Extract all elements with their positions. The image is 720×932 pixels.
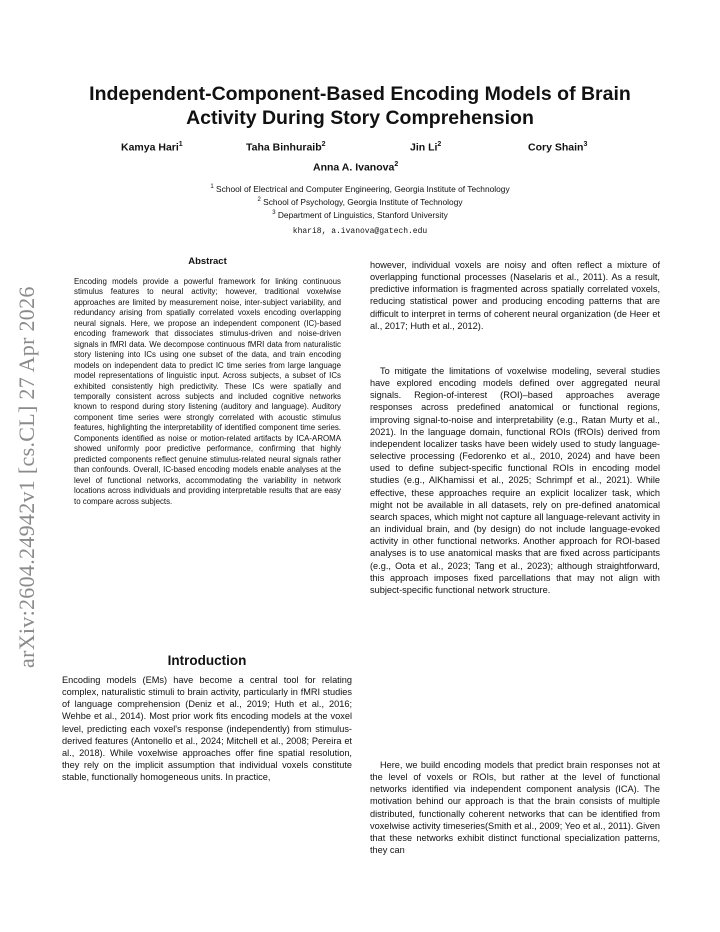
- author-name: Cory Shain: [528, 141, 584, 154]
- introduction-heading: Introduction: [167, 653, 247, 668]
- affiliation-sup: 1: [210, 184, 214, 190]
- author-sup: 2: [437, 141, 442, 148]
- affiliation-2: [60, 195, 660, 208]
- author-name: Taha Binhuraib: [246, 141, 322, 154]
- author-sup: 2: [321, 141, 326, 148]
- affiliation-sup: 3: [272, 209, 276, 216]
- author-name: Jin Li: [410, 141, 438, 154]
- intro-paragraph-2: however, individual voxels are noisy and often reflect a mixture of overlapping functional processes (Naselaris et al., 2011). As a result, predictive information is fragmented across spatially correlated voxels, reducing statistical power and producing encoding patterns that are difficult to interpret in terms of coherent neural organization (de Heer et al., 2017; Huth et al., 2012).: [370, 260, 660, 331]
- intro-paragraph-4: Here, we build encoding models that predict brain responses not at the level of voxels or ROIs, but rather at the level of functional networks identified via independent component analysis (ICA). The motivation behind our approach is that the brain consists of multiple distributed, functionally coherent networks that can be identified from voxelwise activity timeseries(Smith et al., 2009; Yeo et al., 2011). Given that these networks exhibit distinct functional specialization patterns, they can: [370, 760, 660, 856]
- author-3: [410, 141, 441, 154]
- paper-title: Independent-Component-Based Encoding Models of Brain Activity During Story Comprehension: [89, 83, 631, 129]
- author-name: Kamya Hari: [121, 141, 179, 154]
- author-sup: 3: [583, 141, 588, 148]
- affiliation-text: School of Psychology, Georgia Institute of Technology: [263, 196, 463, 207]
- author-5: [313, 161, 398, 174]
- author-emails: khari8, a.ivanova@gatech.edu: [292, 227, 428, 236]
- abstract-heading: Abstract: [188, 256, 227, 267]
- author-sup: 2: [394, 161, 399, 168]
- intro-paragraph-3: To mitigate the limitations of voxelwise modeling, several studies have explored encoding models defined over aggregated neural signals. Region-of-interest (ROI)–based approaches average responses across predefined anatomical or functional regions, improving signal-to-noise and interpretability (e.g., Ratan Murty et al., 2021). In the language domain, functional ROIs (fROIs) derived from independent localizer tasks have been widely used to study language-selective processing (Fedorenko et al., 2010, 2024) and have been used to define subject-specific functional ROIs in encoding model studies (e.g., AlKhamissi et al., 2025; Schrimpf et al., 2021). While effective, these approaches require an explicit localizer task, which might not be available in all datasets, rely on pre-defined anatomical search spaces, which might not capture all language-relevant activity in an individual brain, and (by design) do not include language-evoked activity in other functional networks. Another approach for ROI-based analyses is to use anatomical masks that are fixed across participants (e.g., Oota et al., 2023; Tang et al., 2023); although straightforward, this approach imposes fixed parcellations that may not align with subject-specific functional network structure.: [370, 366, 660, 595]
- affiliations: [60, 182, 660, 220]
- arxiv-identifier: arXiv:2604.24942v1 [cs.CL] 27 Apr 2026: [14, 286, 39, 668]
- affiliation-sup: 2: [257, 196, 261, 203]
- author-2: [246, 141, 326, 154]
- affiliation-3: [60, 208, 660, 221]
- affiliation-text: Department of Linguistics, Stanford University: [277, 209, 448, 220]
- affiliation-text: School of Electrical and Computer Engineering, Georgia Institute of Technology: [216, 183, 510, 194]
- affiliation-1: [60, 182, 660, 195]
- author-name: Anna A. Ivanova: [313, 161, 395, 174]
- intro-paragraph-1: Encoding models (EMs) have become a central tool for relating complex, naturalistic stimuli to brain activity, particularly in fMRI studies of language comprehension (Deniz et al., 2019; Huth et al., 2016; Wehbe et al., 2014). Most prior work fits encoding models at the voxel level, predicting each voxel's response (independently) from stimulus-derived features (Antonello et al., 2024; Mitchell et al., 2008; Pereira et al., 2018). While voxelwise approaches offer fine spatial resolution, they rely on the implicit assumption that individual voxels constitute stable, functionally homogeneous units. In practice,: [62, 675, 352, 783]
- author-sup: 1: [178, 141, 183, 148]
- abstract-text: Encoding models provide a powerful framework for linking continuous stimulus features to neural activity; however, traditional voxelwise approaches are limited by measurement noise, inter-subject variability, and redundancy arising from spatially correlated voxels encoding overlapping neural signals. Here, we propose an independent component (IC)-based encoding framework that dissociates stimulus-driven and noise-driven signals in fMRI data. We decompose continuous fMRI data from naturalistic story listening into ICs using one subset of the data, and train encoding models on independent data to predict IC time series from large language model representations of linguistic input. Across subjects, a subset of ICs exhibited consistently high predictivity. These ICs were spatially and temporally consistent across subjects and included cognitive networks known to respond during story listening (auditory and language). Auditory component time series were strongly correlated with acoustic stimulus features, highlighting the interpretability of identified component time series. Components identified as noise or motion-related artifacts by ICA-AROMA showed uniformly poor predictive performance, confirming that highly predicted components reflect genuine stimulus-related neural signals rather than confounds. Overall, IC-based encoding models enable analyses at the level of functional networks, accommodating the variability in network locations across individuals and providing interpretable results that are easy to compare across subjects.: [74, 277, 341, 506]
- author-1: [121, 141, 183, 154]
- author-4: [528, 141, 587, 154]
